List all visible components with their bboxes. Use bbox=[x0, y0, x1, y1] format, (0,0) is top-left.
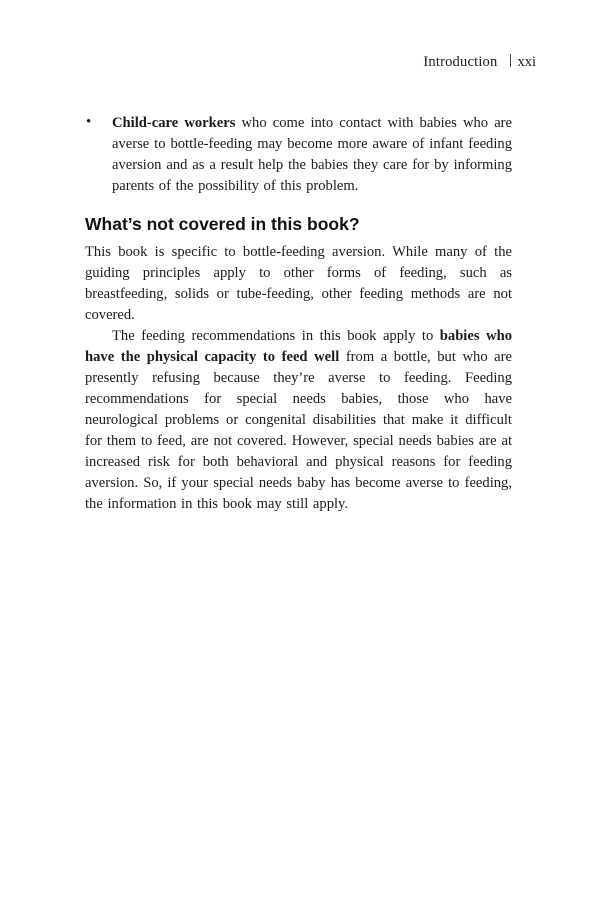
text-run: from a bottle, but who are presently refusing because they’re averse to feeding. Feeding recommendations for special needs babies, those who have neurological problems or congenital disabilities that make it difficult for them to feed, are not covered. However, special needs babies are at increased risk for both behavioral and physical reasons for feeding aversion. So, if your special needs baby has become averse to feeding, the information in this book may still apply. bbox=[85, 349, 512, 512]
page-number: xxi bbox=[517, 54, 536, 70]
text-run: who come into contact with babies who are averse to bottle-feeding may become more aware of infant feeding aversion and as a result help the babies they care for by informing parents of the possibility of this problem. bbox=[112, 115, 513, 194]
bold-run: babies who have the physical capacity to feed well bbox=[85, 328, 512, 365]
text-run: This book is specific to bottle-feeding aversion. While many of the guiding principles apply to other forms of feeding, such as breastfeeding, solids or tube-feeding, other feeding methods are not covered. bbox=[85, 244, 512, 323]
bullet-item bbox=[85, 113, 512, 197]
bold-run: Child-care workers bbox=[112, 115, 236, 131]
section-heading: What’s not covered in this book? bbox=[85, 214, 360, 234]
text-column bbox=[0, 113, 600, 515]
running-head bbox=[0, 0, 600, 72]
chapter-title: Introduction bbox=[423, 54, 498, 70]
bullet-list bbox=[85, 113, 512, 197]
paragraph bbox=[85, 326, 512, 515]
bullet-marker-icon: • bbox=[86, 114, 92, 130]
header-separator bbox=[510, 54, 511, 67]
text-run: The feeding recommendations in this book apply to bbox=[112, 328, 440, 344]
body-paragraphs bbox=[85, 242, 512, 515]
bullet-text bbox=[112, 115, 512, 194]
paragraph bbox=[85, 242, 512, 326]
